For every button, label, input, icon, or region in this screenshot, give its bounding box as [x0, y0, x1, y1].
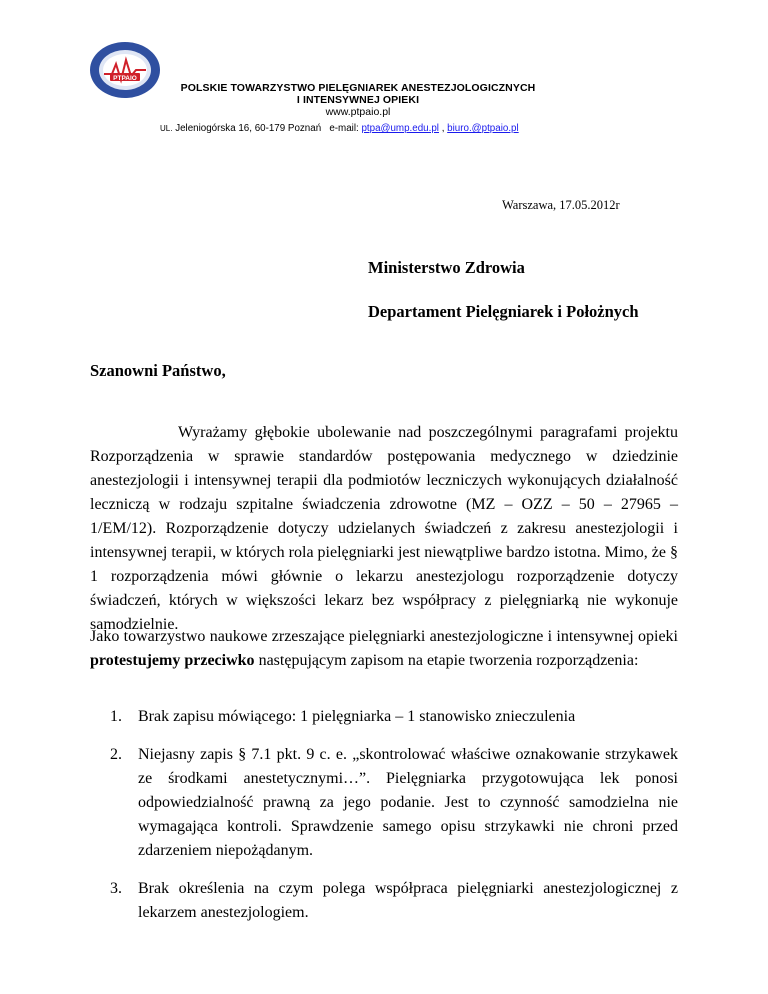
- list-item-number: 3.: [110, 880, 122, 897]
- address-text: Jeleniogórska 16, 60-179 Poznań: [175, 123, 322, 134]
- org-address-line: [160, 123, 519, 134]
- paragraph-2-bold: protestujemy przeciwko: [90, 652, 255, 669]
- objections-list: [90, 705, 678, 939]
- recipient-line2: Departament Pielęgniarek i Położnych: [368, 302, 639, 321]
- paragraph-2-before: Jako towarzystwo naukowe zrzeszające pielęgniarki anestezjologiczne i intensywnej opieki: [90, 628, 678, 645]
- email-separator: ,: [441, 123, 445, 134]
- ptpaio-logo-icon: [88, 40, 162, 100]
- list-item-number: 1.: [110, 708, 122, 725]
- org-name-line1: POLSKIE TOWARZYSTWO PIELĘGNIAREK ANESTEZJOLOGICZNYCH: [180, 82, 536, 94]
- list-item-number: 2.: [110, 746, 122, 763]
- list-item: [90, 877, 678, 925]
- letter-date: Warszawa, 17.05.2012r: [502, 198, 620, 212]
- email-label: e-mail:: [329, 123, 359, 134]
- list-item: [90, 743, 678, 863]
- list-item: [90, 705, 678, 729]
- email-link-ptpa[interactable]: ptpa@ump.edu.pl: [361, 123, 439, 134]
- email-link-biuro[interactable]: biuro.@ptpaio.pl: [447, 123, 519, 134]
- greeting: Szanowni Państwo,: [90, 361, 226, 380]
- organization-header: [160, 82, 556, 119]
- org-website: www.ptpaio.pl: [325, 106, 391, 118]
- address-prefix: UL.: [160, 124, 173, 133]
- recipient-line1: Ministerstwo Zdrowia: [368, 258, 525, 277]
- paragraph-2-after: następującym zapisom na etapie tworzenia rozporządzenia:: [254, 652, 639, 669]
- logo-text: PTPAIO: [113, 75, 137, 82]
- list-item-text: Brak określenia na czym polega współpraca pielęgniarki anestezjologicznej z lekarzem anestezjologiem.: [138, 880, 678, 921]
- paragraph-2: [90, 625, 678, 673]
- list-item-text: Brak zapisu mówiącego: 1 pielęgniarka – 1 stanowisko znieczulenia: [138, 708, 576, 725]
- org-name-line2: I INTENSYWNEJ OPIEKI: [296, 94, 420, 106]
- paragraph-1: Wyrażamy głębokie ubolewanie nad poszczególnymi paragrafami projektu Rozporządzenia w sprawie standardów postępowania medycznego w dziedzinie anestezjologii i intensywnej terapii dla podmiotów leczniczych wykonujących działalność leczniczą w rodzaju szpitalne świadczenia zdrowotne (MZ – OZZ – 50 – 27965 – 1/EM/12). Rozporządzenie dotyczy udzielanych świadczeń z zakresu anestezjologii i intensywnej terapii, w których rola pielęgniarki jest niewątpliwe bardzo istotna. Mimo, że § 1 rozporządzenia mówi głównie o lekarzu anestezjologu rozporządzenie dotyczy świadczeń, których w większości lekarz bez współpracy z pielęgniarką nie wykonuje samodzielnie.: [90, 424, 678, 633]
- list-item-text: Niejasny zapis § 7.1 pkt. 9 c. e. „skontrolować właściwe oznakowanie strzykawek ze środkami anestetycznymi…”. Pielęgniarka przygotowująca lek ponosi odpowiedzialność prawną za jego podanie. Jest to czynność samodzielna nie wymagająca kontroli. Sprawdzenie samego opisu strzykawki nie chroni przed zdarzeniem niepożądanym.: [138, 746, 678, 859]
